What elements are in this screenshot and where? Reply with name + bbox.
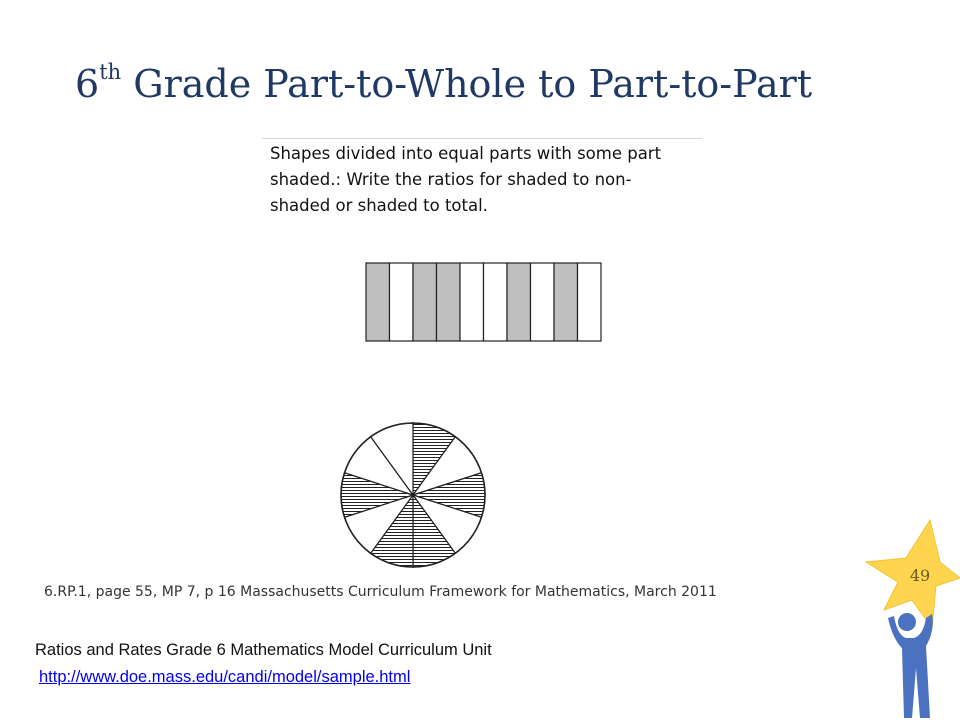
strip-part <box>484 263 508 341</box>
strip-part <box>554 263 578 341</box>
excerpt-divider <box>262 138 702 139</box>
strip-part <box>413 263 437 341</box>
strip-part <box>390 263 414 341</box>
slide-title: 6th Grade Part-to-Whole to Part-to-Part <box>75 60 813 106</box>
strip-part <box>437 263 461 341</box>
strip-part <box>366 263 390 341</box>
strip-part <box>531 263 555 341</box>
citation-text: 6.RP.1, page 55, MP 7, p 16 Massachusetts Curriculum Framework for Mathematics, March 2011 <box>44 584 717 600</box>
unit-title: Ratios and Rates Grade 6 Mathematics Model Curriculum Unit <box>35 641 492 659</box>
star-person-logo <box>862 518 960 720</box>
unit-link[interactable]: http://www.doe.mass.edu/candi/model/sample.html <box>39 668 411 686</box>
circle-figure <box>338 420 488 570</box>
strip-part <box>460 263 484 341</box>
excerpt-text <box>270 141 710 219</box>
rectangle-strip-figure <box>365 262 605 344</box>
person-head-icon <box>898 613 916 631</box>
strip-part <box>507 263 531 341</box>
page-number: 49 <box>909 566 931 585</box>
excerpt-line-1: Shapes divided into equal parts with some part <box>270 144 662 163</box>
title-superscript: th <box>99 60 122 85</box>
excerpt-line-3: shaded or shaded to total. <box>270 196 488 215</box>
excerpt-line-2: shaded.: Write the ratios for shaded to non- <box>270 170 632 189</box>
strip-part <box>578 263 602 341</box>
